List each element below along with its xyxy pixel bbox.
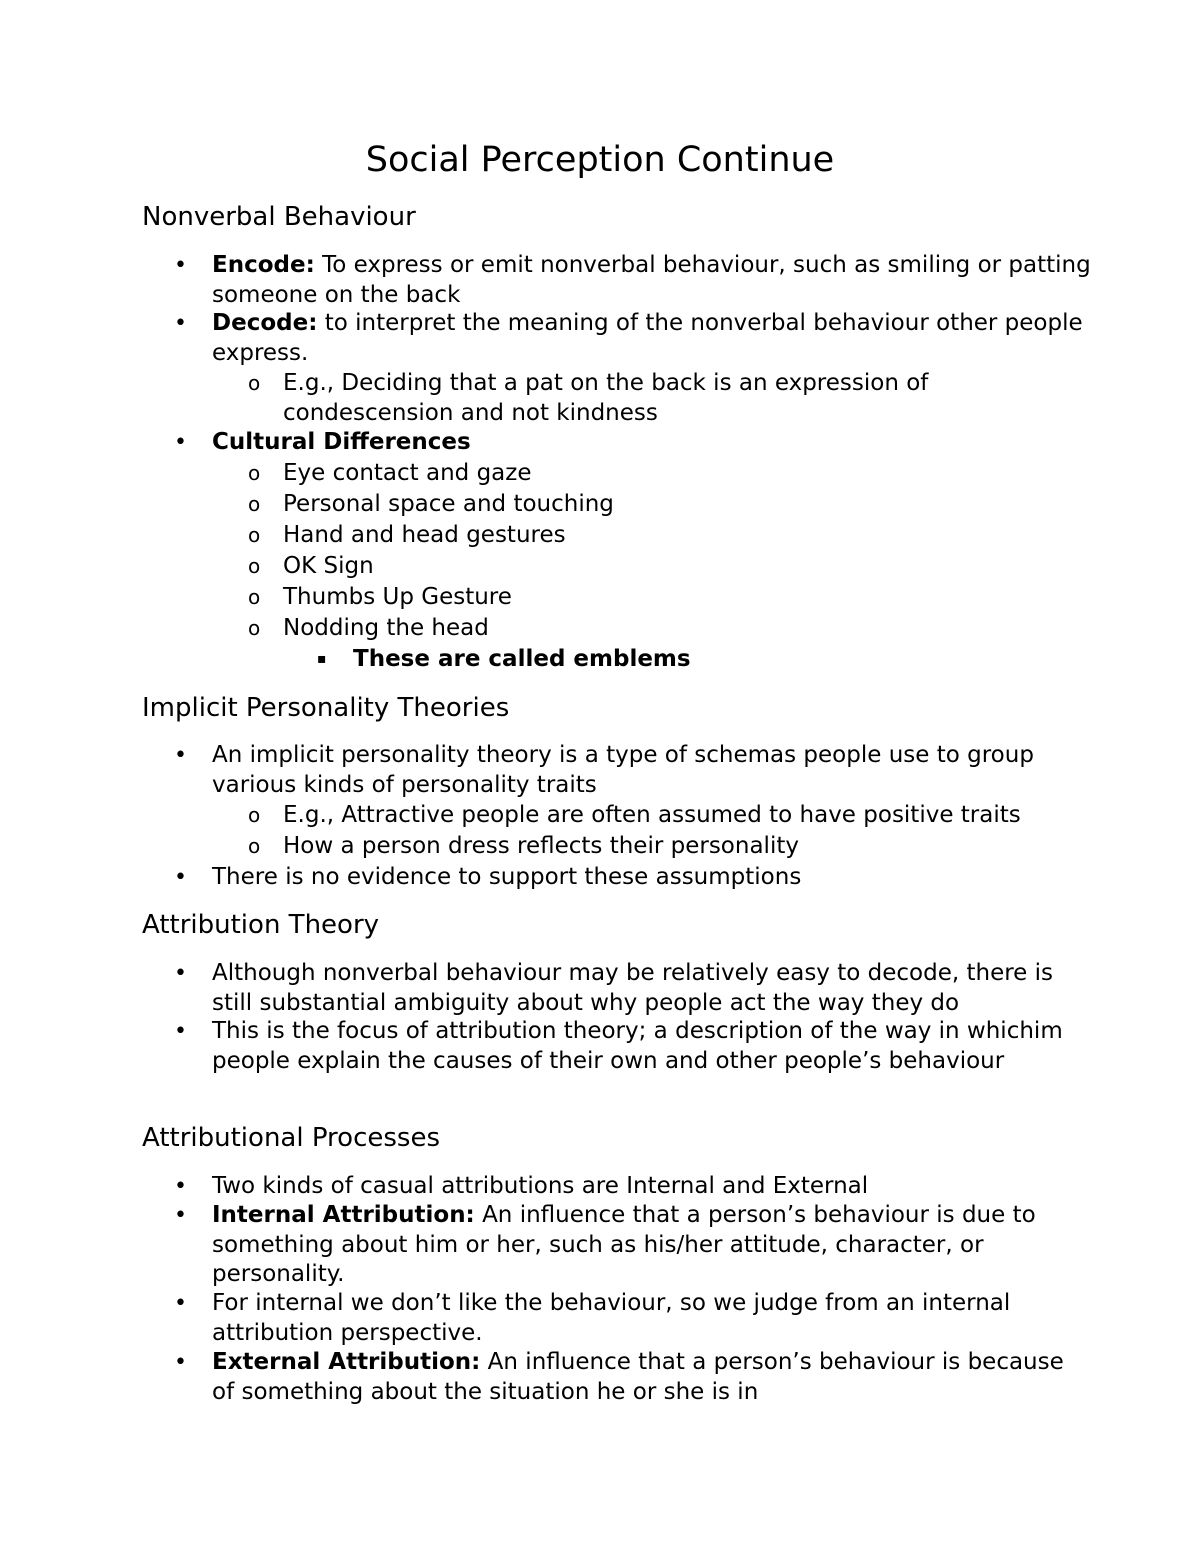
term-encode: Encode: (212, 252, 315, 278)
list-item-processes-3 (174, 1289, 1092, 1348)
text-decode-example: E.g., Deciding that a pat on the back is an expression of condescension and not kindness (283, 370, 929, 426)
list-item-implicit-1 (174, 741, 1092, 800)
text-cultural-item: Personal space and touching (283, 491, 614, 517)
text-decode: to interpret the meaning of the nonverbal behaviour other people express. (212, 310, 1083, 366)
bullet-icon: • (174, 430, 187, 455)
circle-bullet-icon: o (248, 523, 261, 547)
term-external: External Attribution: (212, 1349, 481, 1375)
text-cultural-item: Hand and head gestures (283, 522, 566, 548)
list-item-decode (174, 309, 1092, 368)
circle-bullet-icon: o (248, 616, 261, 640)
list-subitem-cultural (248, 490, 1093, 520)
text-attribution-1: Although nonverbal behaviour may be relatively easy to decode, there is still substantial ambiguity about why people act the way they do (212, 960, 1054, 1016)
list-subitem-cultural (248, 614, 1093, 644)
heading-implicit: Implicit Personality Theories (142, 693, 510, 723)
text-cultural-item: Nodding the head (283, 615, 489, 641)
text-implicit-sub-1: E.g., Attractive people are often assumed to have positive traits (283, 802, 1021, 828)
text-cultural-item: Thumbs Up Gesture (283, 584, 512, 610)
circle-bullet-icon: o (248, 803, 261, 827)
text-emblems: These are called emblems (353, 646, 691, 672)
circle-bullet-icon: o (248, 461, 261, 485)
text-attribution-2: This is the focus of attribution theory; a description of the way in whichim people explain the causes of their own and other people’s behaviour (212, 1018, 1063, 1074)
list-item-implicit-2 (174, 863, 1092, 893)
bullet-icon: • (174, 1350, 187, 1375)
heading-processes: Attributional Processes (142, 1123, 441, 1153)
bullet-icon: • (174, 253, 187, 278)
bullet-icon: • (174, 311, 187, 336)
text-cultural-item: OK Sign (283, 553, 374, 579)
term-decode: Decode: (212, 310, 318, 336)
list-item-processes-1 (174, 1172, 1092, 1202)
list-subitem-decode-example (248, 369, 1093, 428)
term-cultural: Cultural Differences (212, 429, 471, 455)
list-subitem-cultural (248, 552, 1093, 582)
text-processes-3: For internal we don’t like the behaviour, so we judge from an internal attribution perspective. (212, 1290, 1011, 1346)
bullet-icon: • (174, 1174, 187, 1199)
list-item-encode (174, 251, 1092, 310)
text-internal: An influence that a person’s behaviour is due to something about him or her, such as his/her attitude, character, or personality. (212, 1202, 1036, 1287)
circle-bullet-icon: o (248, 834, 261, 858)
text-implicit-sub-2: How a person dress reflects their personality (283, 833, 799, 859)
bullet-icon: • (174, 865, 187, 890)
text-encode: To express or emit nonverbal behaviour, such as smiling or patting someone on the back (212, 252, 1091, 308)
list-item-external (174, 1348, 1092, 1407)
circle-bullet-icon: o (248, 554, 261, 578)
list-subitem-cultural (248, 583, 1093, 613)
list-subitem-implicit-2 (248, 832, 1093, 862)
text-implicit-2: There is no evidence to support these assumptions (212, 864, 802, 890)
list-item-internal (174, 1201, 1092, 1290)
list-subsubitem-emblems (317, 645, 1093, 675)
heading-nonverbal: Nonverbal Behaviour (142, 202, 416, 232)
list-item-attribution-1 (174, 959, 1092, 1018)
square-bullet-icon: ▪ (317, 651, 327, 667)
text-implicit-1: An implicit personality theory is a type of schemas people use to group various kinds of personality traits (212, 742, 1034, 798)
circle-bullet-icon: o (248, 492, 261, 516)
document-title: Social Perception Continue (365, 140, 835, 180)
heading-attribution: Attribution Theory (142, 910, 380, 940)
text-processes-1: Two kinds of casual attributions are Internal and External (212, 1173, 869, 1199)
bullet-icon: • (174, 743, 187, 768)
term-internal: Internal Attribution: (212, 1202, 475, 1228)
bullet-icon: • (174, 961, 187, 986)
text-external: An influence that a person’s behaviour is because of something about the situation he or she is in (212, 1349, 1064, 1405)
list-subitem-cultural (248, 459, 1093, 489)
list-item-attribution-2 (174, 1017, 1092, 1076)
bullet-icon: • (174, 1291, 187, 1316)
bullet-icon: • (174, 1019, 187, 1044)
text-cultural-item: Eye contact and gaze (283, 460, 532, 486)
list-subitem-implicit-1 (248, 801, 1093, 831)
list-item-cultural (174, 428, 1092, 458)
circle-bullet-icon: o (248, 585, 261, 609)
circle-bullet-icon: o (248, 371, 261, 395)
bullet-icon: • (174, 1203, 187, 1228)
list-subitem-cultural (248, 521, 1093, 551)
